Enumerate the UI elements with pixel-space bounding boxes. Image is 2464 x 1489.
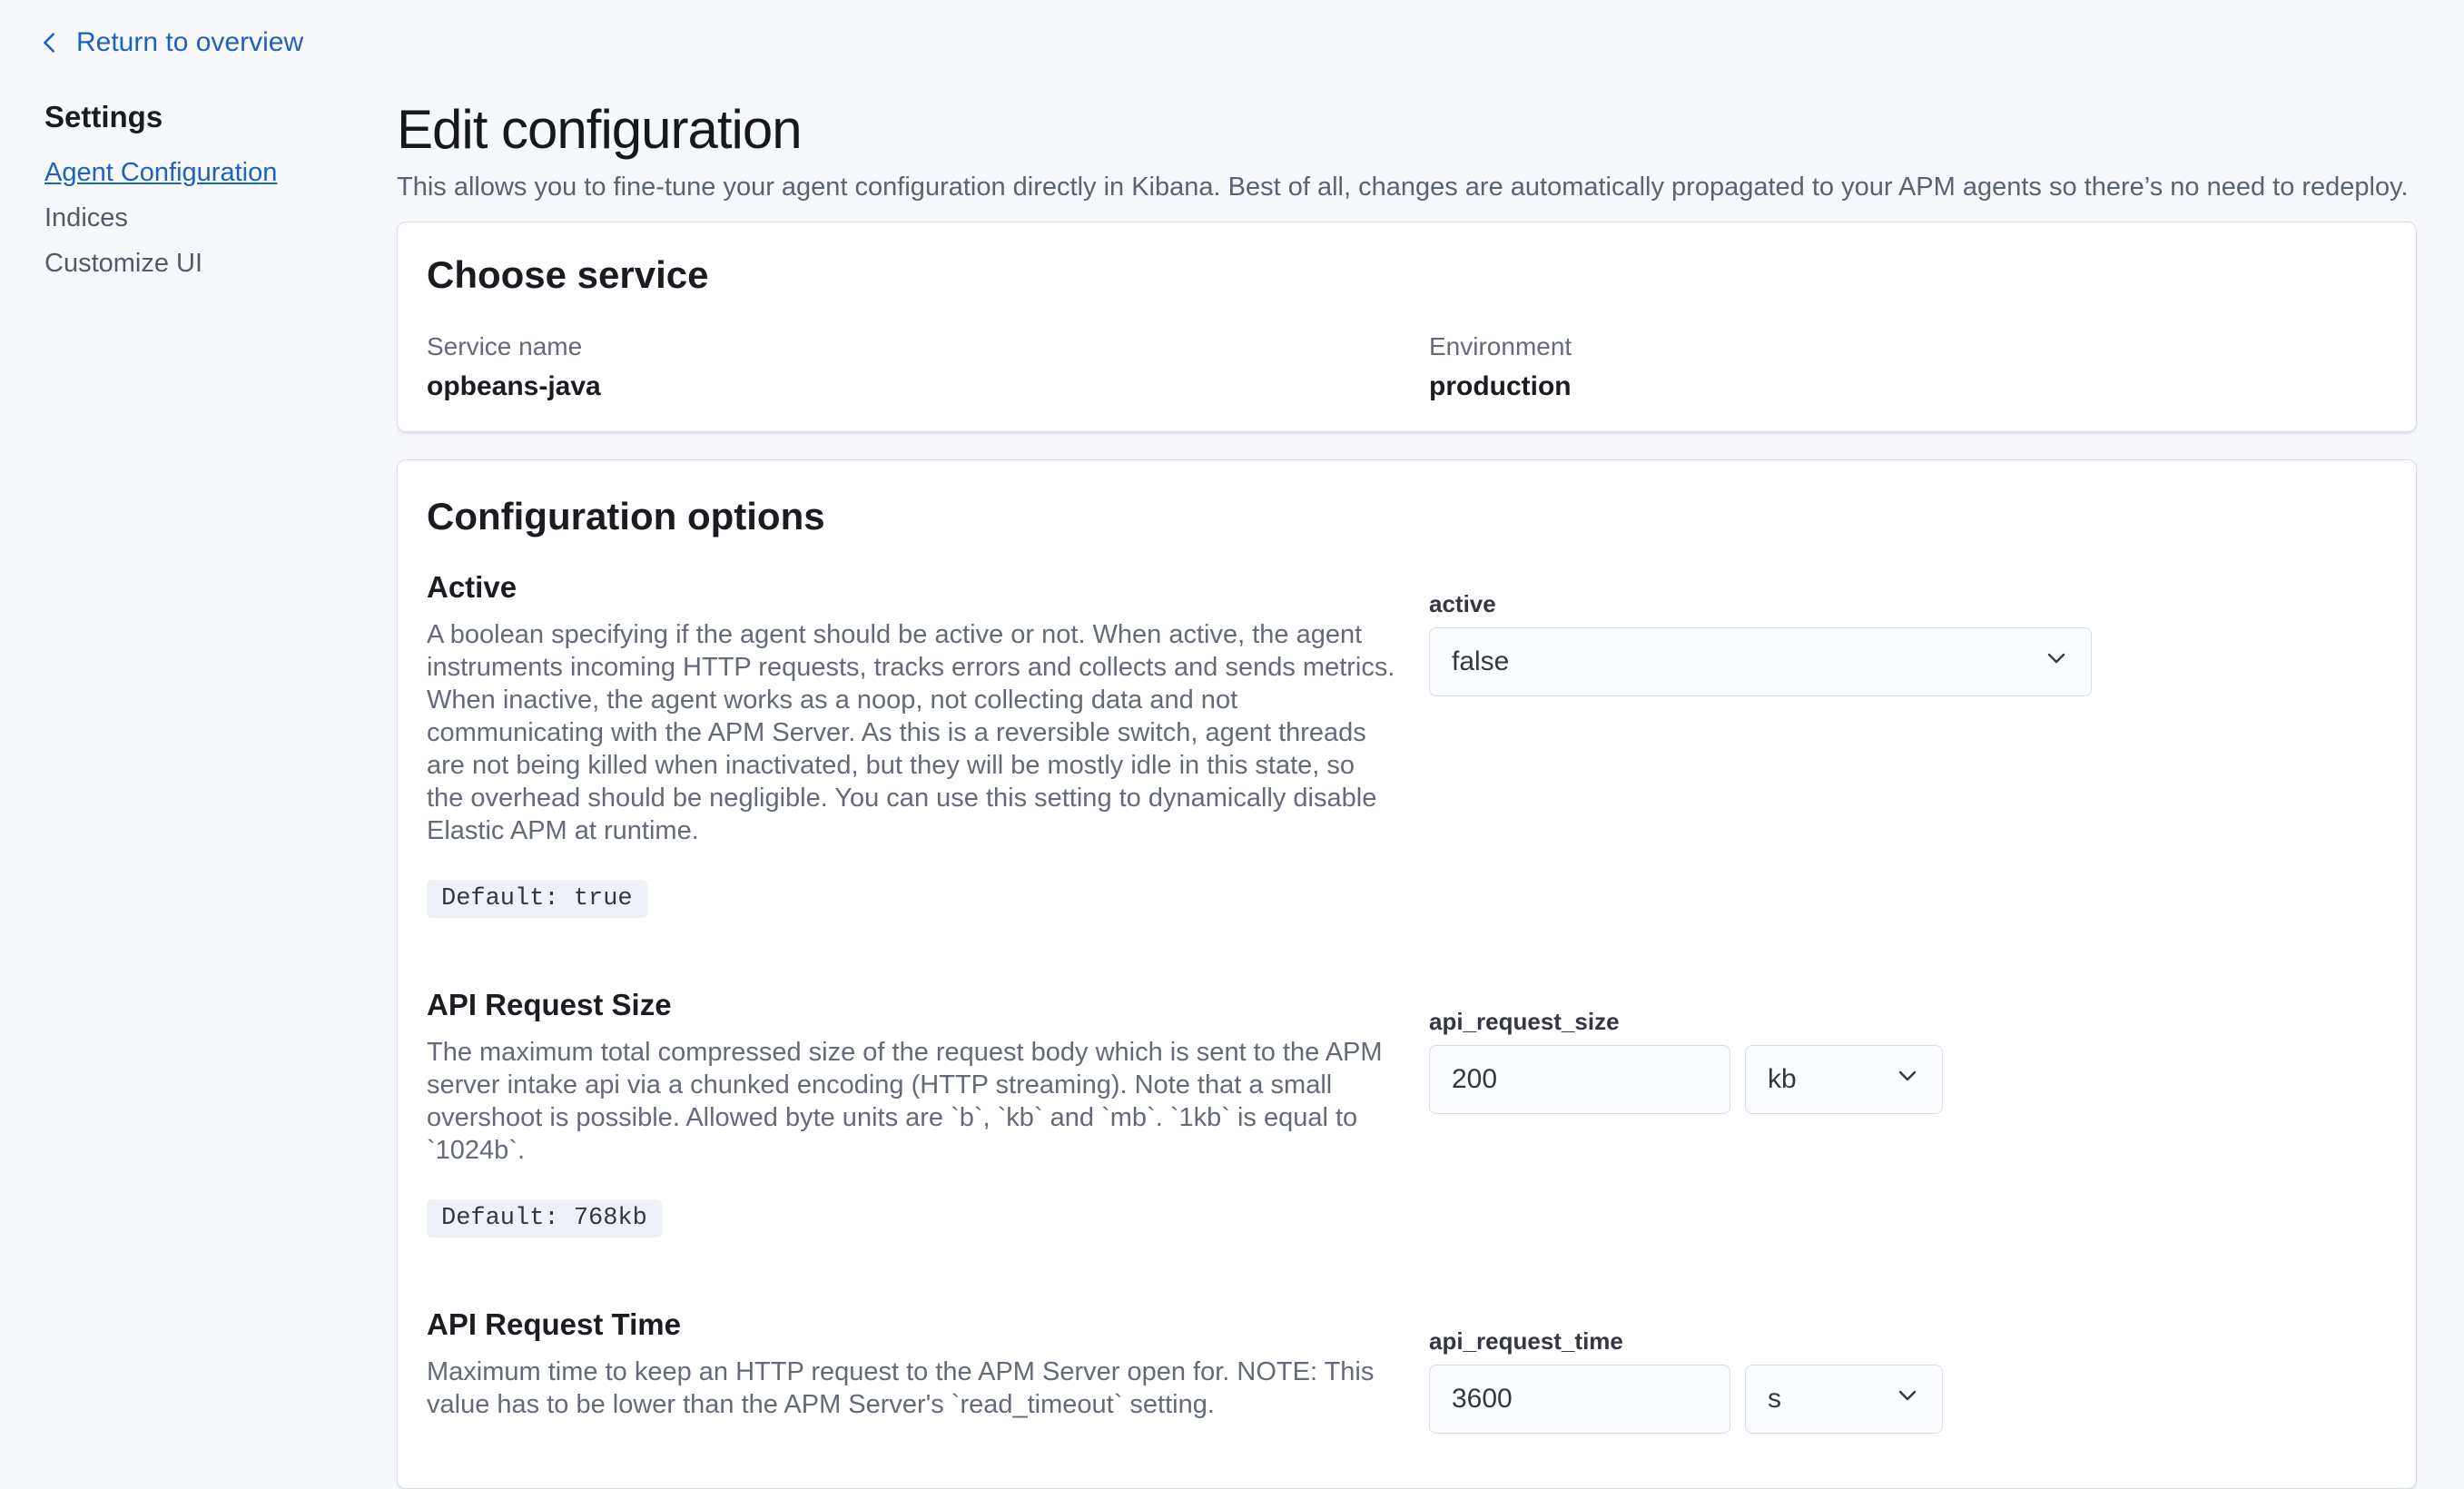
- setting-api-request-time-control: [1429, 1326, 2387, 1434]
- setting-api-request-time: [427, 1307, 2387, 1434]
- choose-service-panel: [397, 222, 2417, 432]
- sidebar-item-agent-configuration[interactable]: Agent Configuration: [44, 158, 278, 187]
- setting-active: [427, 569, 2387, 918]
- setting-api-request-size-heading: API Request Size: [427, 988, 672, 1021]
- environment-field: [1429, 331, 2431, 404]
- topbar: [0, 0, 2464, 65]
- api-request-size-unit-select[interactable]: [1745, 1045, 1943, 1114]
- return-to-overview-link[interactable]: [36, 27, 303, 58]
- page-title: Edit configuration: [397, 99, 802, 160]
- return-link-label: Return to overview: [76, 27, 304, 57]
- api-request-time-unit-select[interactable]: [1745, 1365, 1943, 1434]
- configuration-options-title: Configuration options: [427, 495, 825, 537]
- sidebar-item-customize-ui[interactable]: Customize UI: [44, 249, 203, 278]
- setting-api-request-time-description: Maximum time to keep an HTTP request to the APM Server open for. NOTE: This value has to be lower than the APM Server's `read_timeout` setting.: [427, 1357, 1375, 1419]
- setting-active-info: [427, 569, 1429, 918]
- api-request-time-field-label: api_request_time: [1429, 1327, 1623, 1355]
- choose-service-title: Choose service: [427, 253, 709, 296]
- active-field-label: active: [1429, 590, 1496, 617]
- chevron-down-icon: [2042, 644, 2071, 680]
- api-request-time-unit-value: s: [1768, 1384, 1781, 1414]
- service-name-value: opbeans-java: [427, 371, 601, 401]
- service-name-field: [427, 331, 1429, 404]
- main-content: [397, 65, 2464, 1489]
- service-name-label: Service name: [427, 332, 583, 360]
- configuration-options-panel: [397, 459, 2417, 1489]
- setting-api-request-size-info: [427, 987, 1429, 1238]
- api-request-time-input[interactable]: [1429, 1365, 1730, 1434]
- setting-active-control: [1429, 589, 2387, 696]
- chevron-down-icon: [1893, 1381, 1922, 1417]
- setting-active-default-badge: Default: true: [427, 880, 647, 918]
- setting-api-request-size: [427, 987, 2387, 1238]
- sidebar-item-indices[interactable]: Indices: [44, 203, 128, 232]
- setting-active-description: A boolean specifying if the agent should be active or not. When active, the agent instruments incoming HTTP requests, tracks errors and collects and sends metrics. When inactive, the agent works as a noop, not collecting data and not communicating with the APM Server. As this is a reversible switch, agent threads are not being killed when inactivated, but they will be mostly idle in this state, so the overhead should be negligible. You can use this setting to dynamically disable Elastic APM at runtime.: [427, 620, 1395, 845]
- chevron-left-icon: [36, 29, 64, 56]
- setting-api-request-size-control: [1429, 1007, 2387, 1114]
- setting-api-request-size-description: The maximum total compressed size of the request body which is sent to the APM server intake api via a chunked encoding (HTTP streaming). Note that a small overshoot is possible. Allowed byte units are `b`, `kb` and `mb`. `1kb` is equal to `1024b`.: [427, 1038, 1383, 1165]
- environment-value: production: [1429, 371, 1572, 401]
- settings-sidebar: [0, 65, 397, 294]
- api-request-size-input[interactable]: [1429, 1045, 1730, 1114]
- setting-active-heading: Active: [427, 570, 517, 604]
- page-subtitle: This allows you to fine-tune your agent configuration directly in Kibana. Best of all, changes are automatically propagated to your APM agents so there’s no need to redeploy.: [397, 173, 2409, 202]
- setting-api-request-time-info: [427, 1307, 1429, 1421]
- active-select[interactable]: [1429, 627, 2092, 696]
- setting-api-request-size-default-badge: Default: 768kb: [427, 1199, 662, 1238]
- api-request-size-unit-value: kb: [1768, 1064, 1797, 1094]
- sidebar-heading: Settings: [44, 100, 163, 133]
- service-fields-row: [427, 331, 2387, 409]
- active-select-value: false: [1452, 646, 1510, 676]
- chevron-down-icon: [1893, 1061, 1922, 1098]
- environment-label: Environment: [1429, 332, 1572, 360]
- api-request-size-field-label: api_request_size: [1429, 1008, 1620, 1035]
- page-layout: [0, 65, 2464, 1489]
- setting-api-request-time-heading: API Request Time: [427, 1307, 681, 1341]
